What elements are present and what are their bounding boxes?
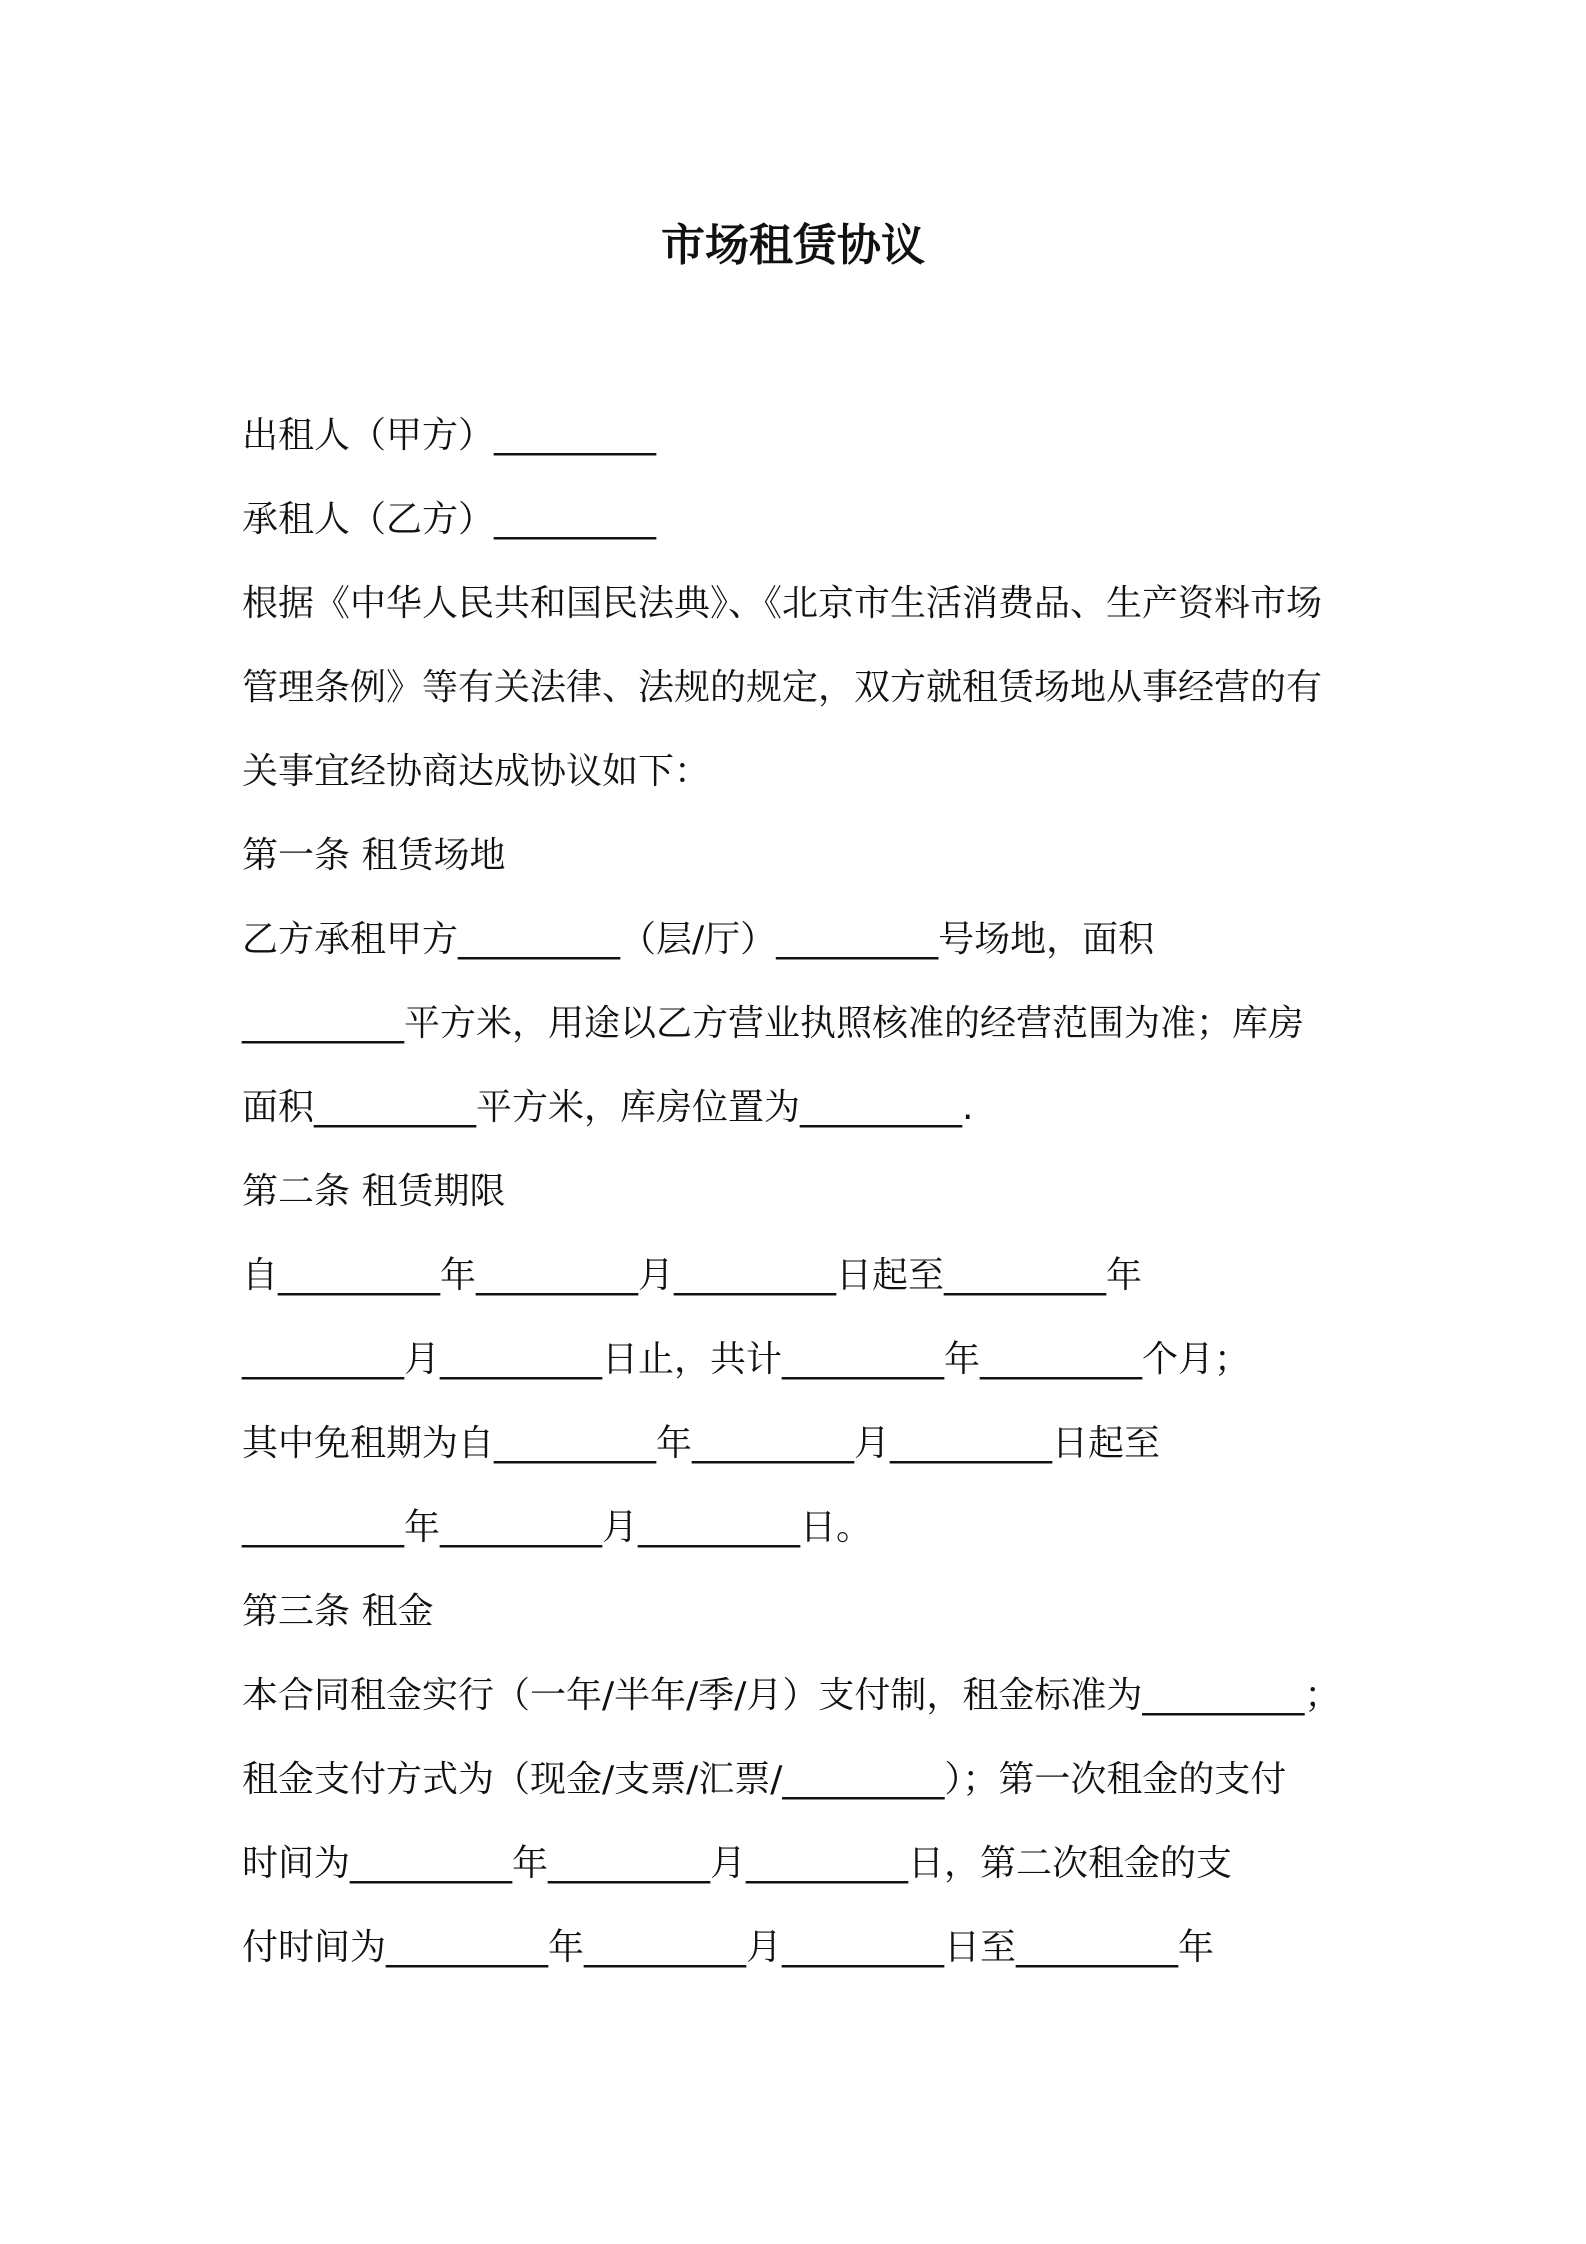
body-line: 本合同租金实行（一年/半年/季/月）支付制，租金标准为_________； [242, 1675, 1341, 1716]
body-line: _________平方米，用途以乙方营业执照核准的经营范围为准；库房 [242, 1003, 1305, 1044]
body-line: 面积_________平方米，库房位置为_________. [242, 1087, 974, 1128]
body-line: _________月_________日止，共计_________年_________个月； [242, 1339, 1251, 1380]
document-body [242, 406, 1362, 2002]
body-line: 其中免租期为自_________年_________月_________日起至 [242, 1423, 1161, 1464]
body-line: 付时间为_________年_________月_________日至_________年 [242, 1927, 1215, 1968]
section-heading: 第一条 租赁场地 [242, 835, 506, 876]
body-line: 租金支付方式为（现金/支票/汇票/_________）；第一次租金的支付 [242, 1759, 1287, 1800]
body-line: _________年_________月_________日。 [242, 1507, 872, 1548]
body-line: 乙方承租甲方_________（层/厅）_________号场地，面积 [242, 919, 1155, 960]
body-line: 时间为_________年_________月_________日，第二次租金的支 [242, 1843, 1233, 1884]
body-line: 根据《中华人民共和国民法典》、《北京市生活消费品、生产资料市场 [242, 583, 1323, 624]
section-heading: 第二条 租赁期限 [242, 1171, 506, 1212]
body-line: 关事宜经协商达成协议如下： [242, 751, 711, 792]
body-line: 承租人（乙方）_________ [242, 499, 657, 540]
section-heading: 第三条 租金 [242, 1591, 434, 1632]
body-line: 管理条例》等有关法律、法规的规定，双方就租赁场地从事经营的有 [242, 667, 1323, 708]
body-line: 自_________年_________月_________日起至_________年 [242, 1255, 1143, 1296]
document-title: 市场租赁协议 [661, 220, 925, 271]
body-line: 出租人（甲方）_________ [242, 415, 657, 456]
